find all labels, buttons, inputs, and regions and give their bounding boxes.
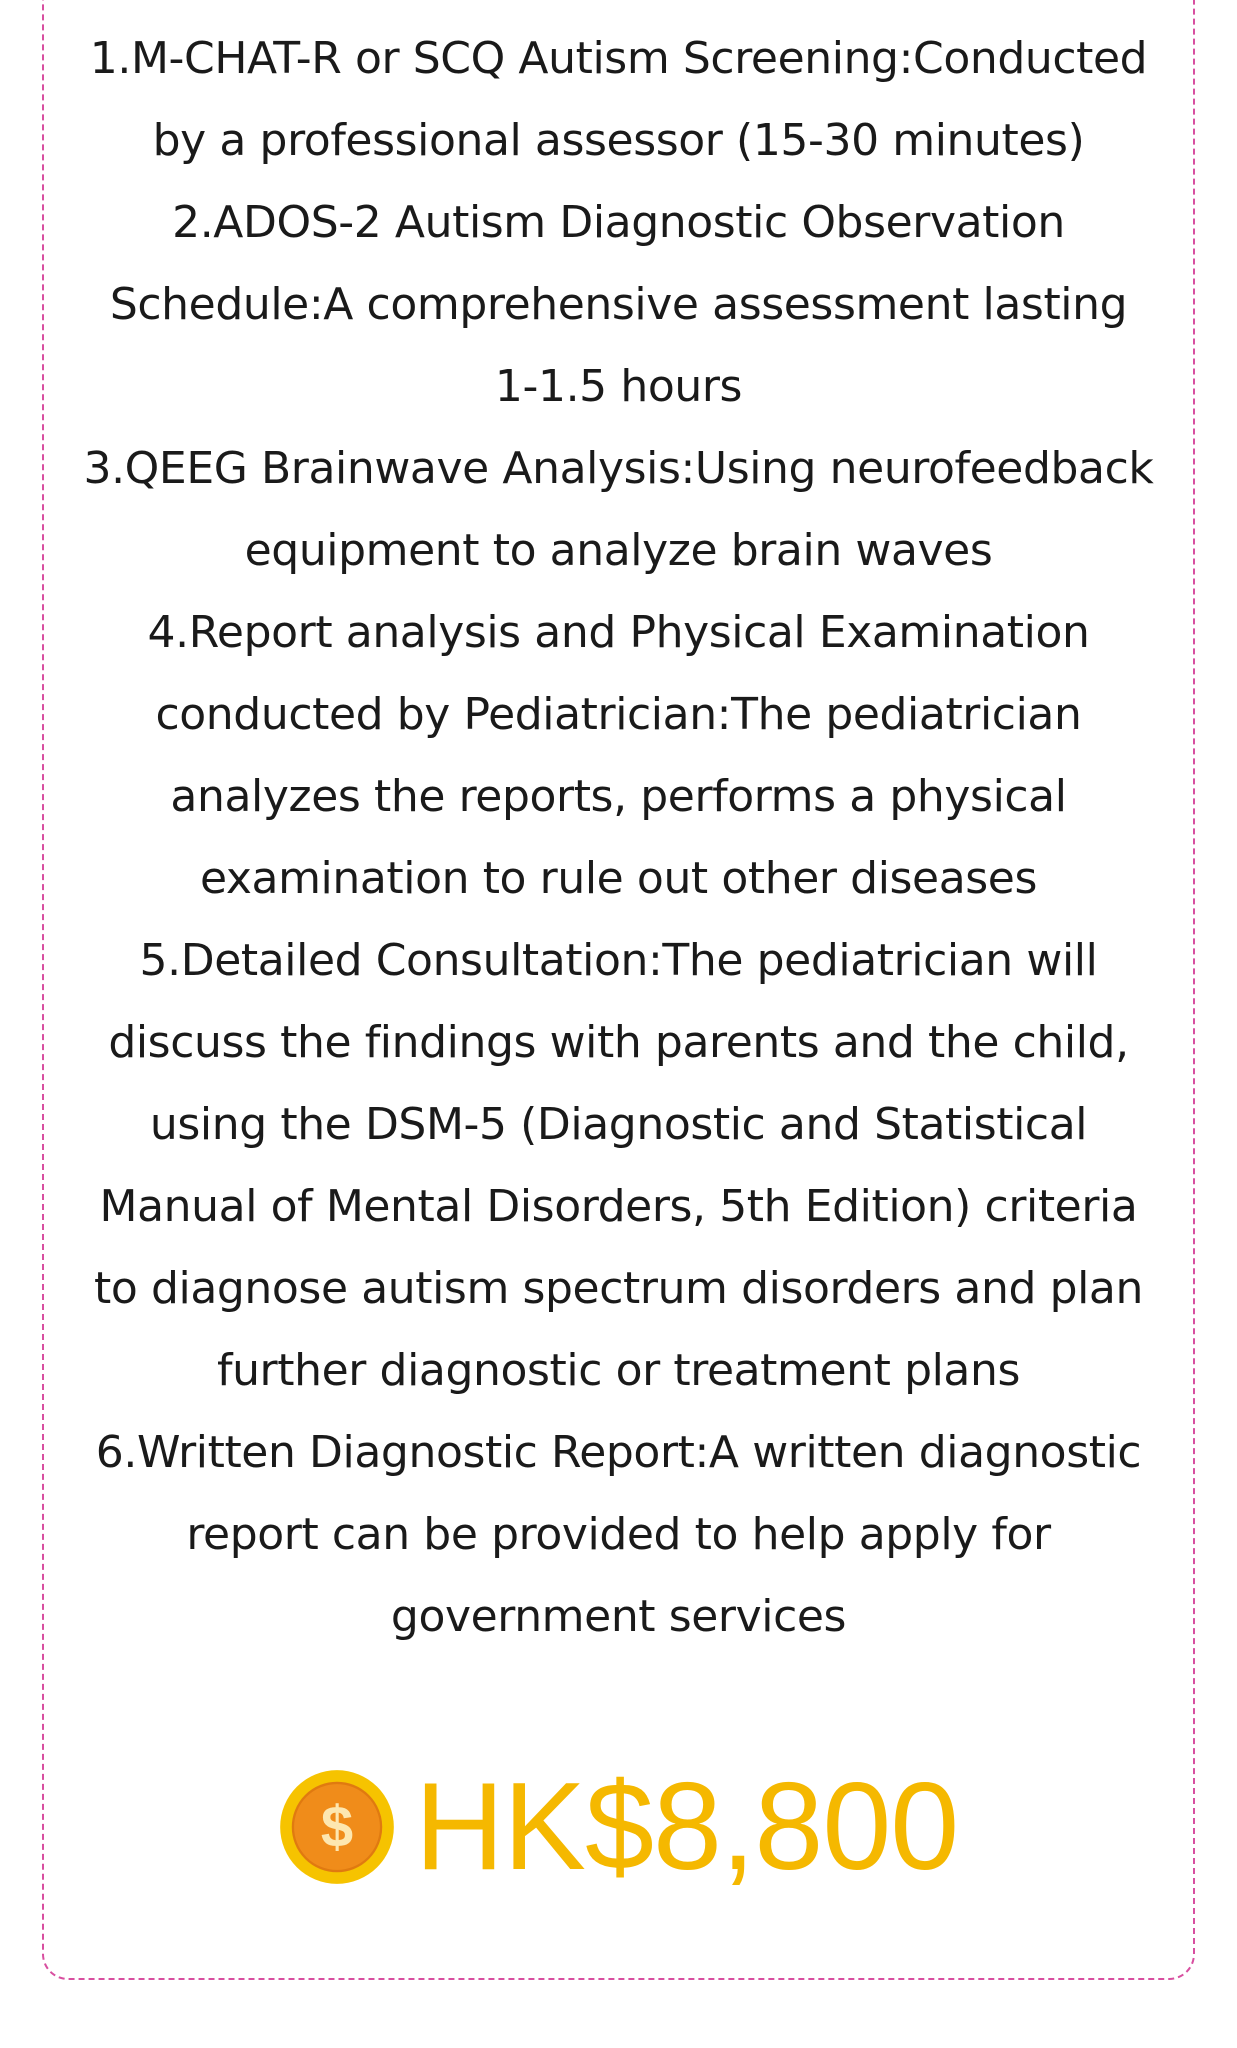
- step-consultation: 5.Detailed Consultation:The pediatrician will discuss the findings with parents and the child, using the DSM-5 (Diagnostic and Statistical Manual of Mental Disorders, 5th Edition) criteria to diagnose autism spectrum disorders and plan further diagnostic or treatment plans: [94, 935, 1143, 1396]
- price-label: HK$8,800: [414, 1758, 959, 1896]
- dollar-coin-icon: [279, 1769, 395, 1885]
- step-qeeg: 3.QEEG Brainwave Analysis:Using neurofeedback equipment to analyze brain waves: [83, 443, 1154, 576]
- step-pediatrician-examination: 4.Report analysis and Physical Examination conducted by Pediatrician:The pediatrician analyzes the reports, performs a physical examination to rule out other diseases: [147, 607, 1090, 904]
- svg-text:$: $: [320, 1794, 353, 1860]
- step-ados-2: 2.ADOS-2 Autism Diagnostic Observation Schedule:A comprehensive assessment lasting 1-1.5 hours: [109, 197, 1128, 412]
- step-screening: 1.M-CHAT-R or SCQ Autism Screening:Conducted by a professional assessor (15-30 minutes): [89, 33, 1148, 166]
- step-written-report: 6.Written Diagnostic Report:A written diagnostic report can be provided to help apply for government services: [95, 1427, 1142, 1642]
- price-row: [42, 1758, 1195, 1896]
- assessment-steps-list: [42, 18, 1195, 1658]
